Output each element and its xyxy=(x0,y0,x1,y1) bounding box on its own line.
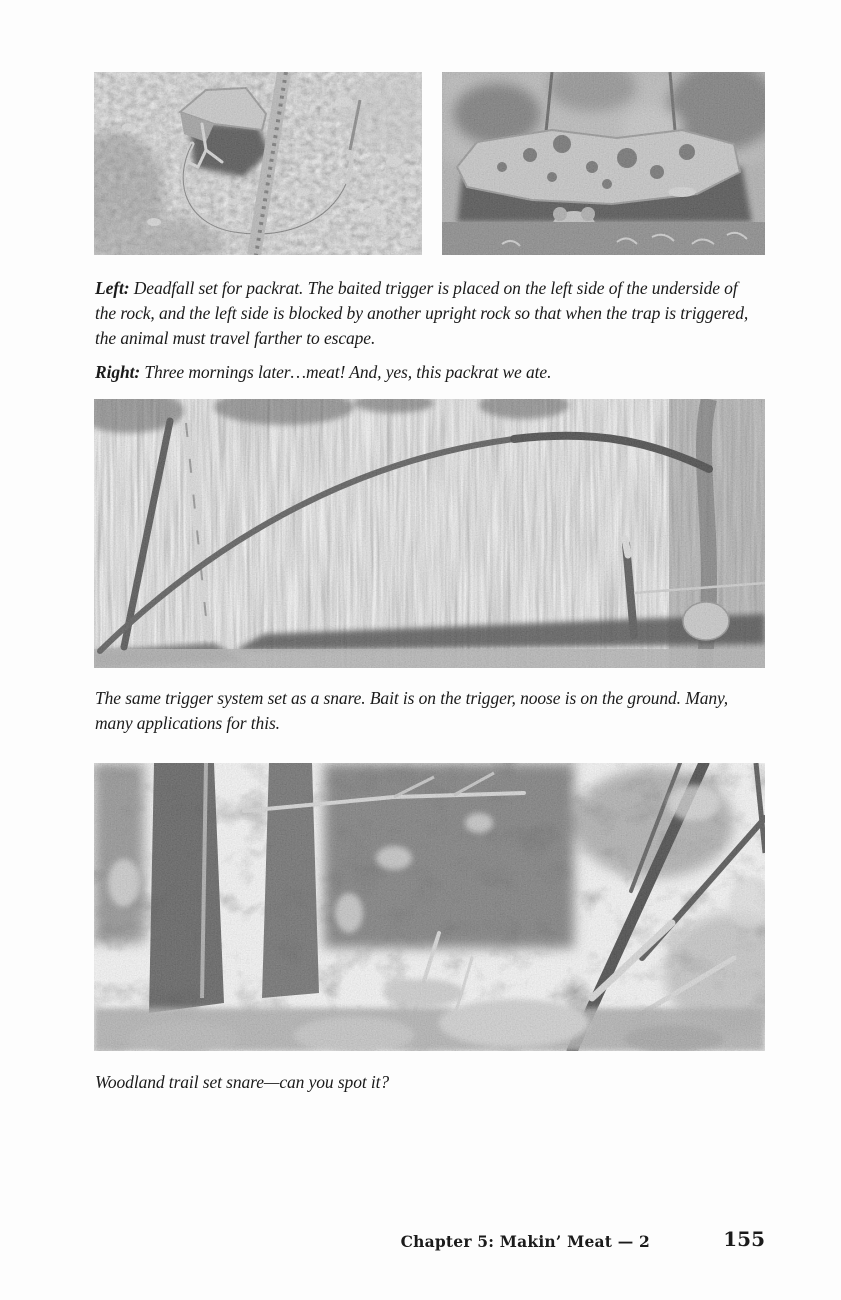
caption-top-photos xyxy=(95,276,757,394)
caption-grass-snare-text: The same trigger system set as a snare. Bait is on the trigger, noose is on the ground. Many, many applications for this. xyxy=(95,688,728,733)
grass-snare-photo xyxy=(94,399,765,668)
caption-grass-snare xyxy=(95,686,757,745)
woodland-snare-photo xyxy=(94,763,765,1051)
grass-snare-illustration xyxy=(94,399,765,668)
deadfall-triggered-photo xyxy=(442,72,765,255)
caption-left-lead: Left: xyxy=(95,278,130,298)
woodland-snare-illustration xyxy=(94,763,765,1051)
caption-woodland-snare xyxy=(95,1070,757,1104)
caption-right-photo xyxy=(95,360,757,385)
deadfall-set-photo xyxy=(94,72,422,255)
caption-left-body: Deadfall set for packrat. The baited trigger is placed on the left side of the underside of the rock, and the left side is blocked by another upright rock so that when the trap is triggered, the animal must travel farther to escape. xyxy=(95,278,749,348)
caption-right-lead: Right: xyxy=(95,362,141,382)
footer-page-number: 155 xyxy=(723,1227,765,1251)
deadfall-set-illustration xyxy=(94,72,422,255)
caption-left-photo xyxy=(95,276,757,351)
deadfall-triggered-illustration xyxy=(442,72,765,255)
footer-chapter-title: Chapter 5: Makin’ Meat — 2 xyxy=(400,1232,650,1251)
caption-right-body: Three mornings later…meat! And, yes, this packrat we ate. xyxy=(144,362,552,382)
page-footer xyxy=(0,1226,841,1256)
caption-woodland-snare-text: Woodland trail set snare—can you spot it? xyxy=(95,1072,390,1092)
